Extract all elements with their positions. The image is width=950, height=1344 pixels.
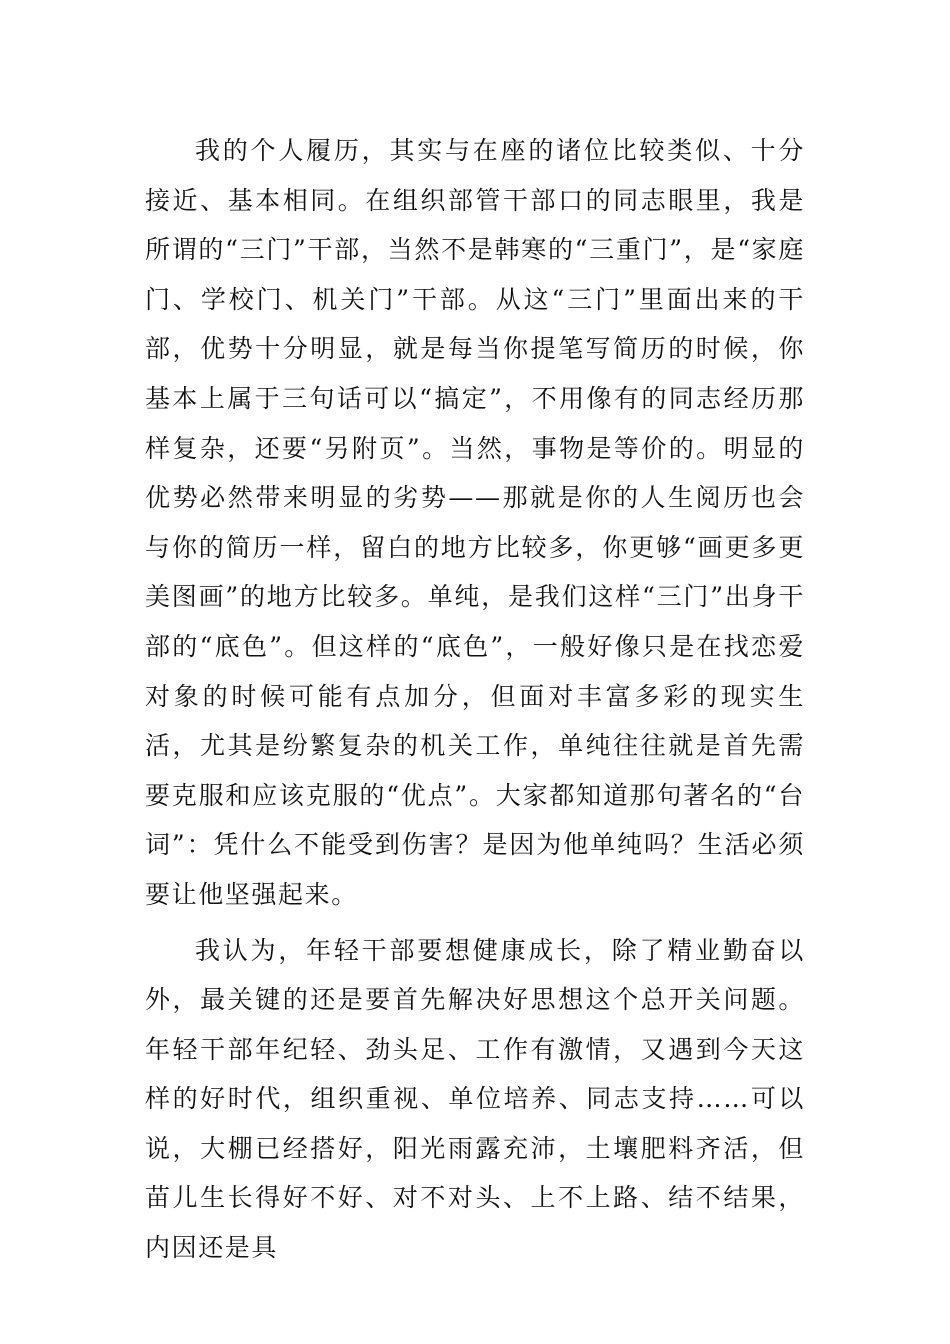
document-body	[145, 126, 805, 1273]
paragraph-1: 我的个人履历，其实与在座的诸位比较类似、十分接近、基本相同。在组织部管干部口的同志眼里，我是所谓的“三门”干部，当然不是韩寒的“三重门”，是“家庭门、学校门、机关门”干部。从这“三门”里面出来的干部，优势十分明显，就是每当你提笔写简历的时候，你基本上属于三句话可以“搞定”，不用像有的同志经历那样复杂，还要“另附页”。当然，事物是等价的。明显的优势必然带来明显的劣势——那就是你的人生阅历也会与你的简历一样，留白的地方比较多，你更够“画更多更美图画”的地方比较多。单纯，是我们这样“三门”出身干部的“底色”。但这样的“底色”，一般好像只是在找恋爱对象的时候可能有点加分，但面对丰富多彩的现实生活，尤其是纷繁复杂的机关工作，单纯往往就是首先需要克服和应该克服的“优点”。大家都知道那句著名的“台词”：凭什么不能受到伤害？是因为他单纯吗？生活必须要让他坚强起来。	[145, 136, 805, 909]
paragraph-2: 我认为，年轻干部要想健康成长，除了精业勤奋以外，最关键的还是要首先解决好思想这个总开关问题。年轻干部年纪轻、劲头足、工作有激情，又遇到今天这样的好时代，组织重视、单位培养、同志支持……可以说，大棚已经搭好，阳光雨露充沛，土壤肥料齐活，但苗儿生长得好不好、对不对头、上不上路、结不结果，内因还是具	[145, 935, 805, 1263]
